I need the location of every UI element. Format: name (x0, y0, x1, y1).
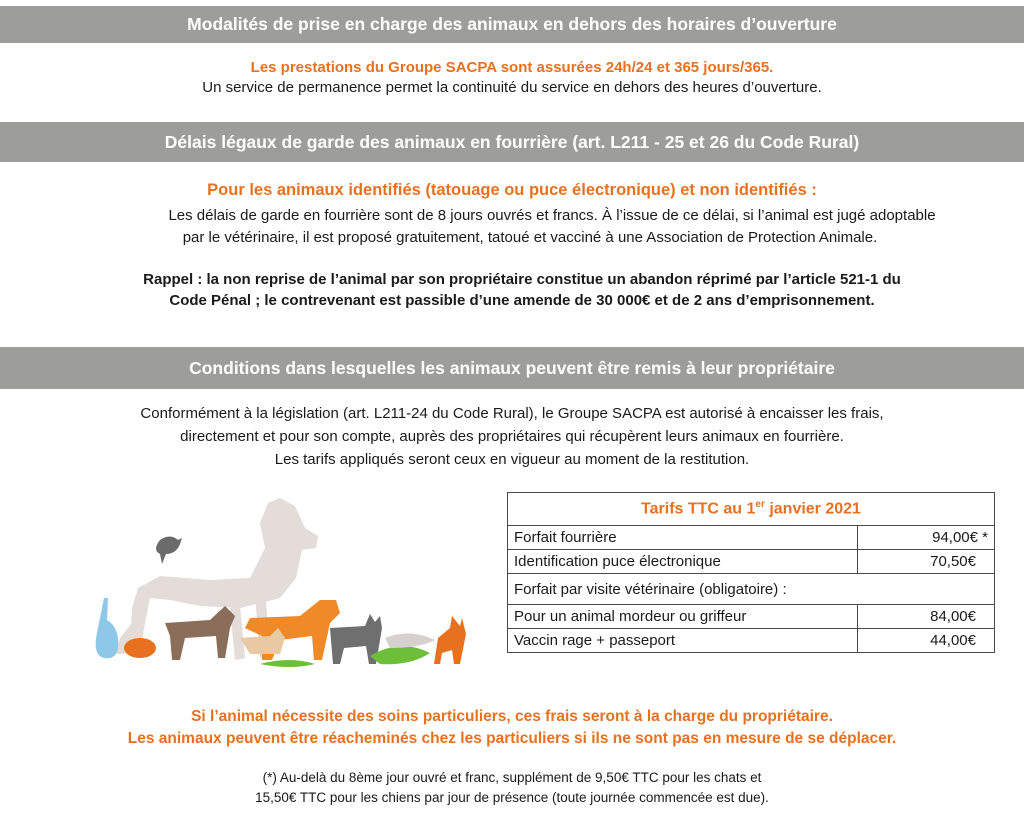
tarif-label: Identification puce électronique (508, 550, 858, 574)
tarifs-table (507, 492, 995, 653)
after-hours-text: Un service de permanence permet la continuité du service en dehors des heures d’ouverture. (202, 79, 822, 96)
section-header-after-hours (0, 6, 1024, 43)
tarif-value: 84,00€ (858, 605, 995, 629)
chihuahua-icon (434, 616, 466, 664)
tarif-label: Forfait par visite vétérinaire (obligatoire) : (508, 574, 995, 605)
ferret-icon (385, 633, 435, 648)
table-row (508, 550, 995, 574)
section-title: Modalités de prise en charge des animaux en dehors des horaires d’ouverture (187, 14, 837, 34)
delivery-note: Les animaux peuvent être réacheminés chez les particuliers si ils ne sont pas en mesure de se déplacer. (127, 730, 897, 747)
tarif-value: 44,00€ (858, 629, 995, 653)
tarif-label: Vaccin rage + passeport (508, 629, 858, 653)
iguana-icon (370, 646, 430, 664)
rabbit-icon (96, 598, 119, 658)
lizard-icon (260, 660, 315, 667)
hamster-icon (124, 638, 156, 658)
section-title: Délais légaux de garde des animaux en fourrière (art. L211 - 25 et 26 du Code Rural) (164, 132, 860, 152)
footnote-line2: 15,50€ TTC pour les chiens par jour de présence (toute journée commencée est due). (255, 790, 769, 805)
terrier-icon (165, 606, 235, 660)
section-title: Conditions dans lesquelles les animaux peuvent être remis à leur propriétaire (189, 358, 835, 378)
tarif-value: 94,00€ * (858, 526, 995, 550)
table-row (508, 605, 995, 629)
identified-animals-highlight: Pour les animaux identifiés (tatouage ou puce électronique) et non identifiés : (207, 181, 817, 199)
tarif-label: Forfait fourrière (508, 526, 858, 550)
return-text-line1: Conformément à la législation (art. L211-24 du Code Rural), le Groupe SACPA est autorisé à encaisser les frais, (140, 405, 884, 422)
table-row (508, 574, 995, 605)
return-text-line2: directement et pour son compte, auprès des propriétaires qui récupèrent leurs animaux en fourrière. (180, 428, 844, 445)
delay-text-line1: Les délais de garde en fourrière sont de 8 jours ouvrés et francs. À l’issue de ce délai, si l’animal est jugé adoptable (168, 207, 936, 224)
table-row (508, 526, 995, 550)
section-header-legal-delays (0, 122, 1024, 162)
footnote-line1: (*) Au-delà du 8ème jour ouvré et franc, supplément de 9,50€ TTC pour les chats et (262, 770, 762, 785)
tarifs-title: Tarifs TTC au 1er janvier 2021 (508, 493, 995, 526)
table-row (508, 629, 995, 653)
tarif-label: Pour un animal mordeur ou griffeur (508, 605, 858, 629)
bird-icon (156, 537, 182, 565)
rappel-line1: Rappel : la non reprise de l’animal par son propriétaire constitue un abandon réprimé par l’article 521-1 du (143, 271, 901, 288)
tarifs-header-row (508, 493, 995, 526)
animals-illustration (90, 488, 480, 678)
care-costs-note: Si l’animal nécessite des soins particuliers, ces frais seront à la charge du propriétaire. (191, 708, 833, 725)
section-header-return-conditions (0, 347, 1024, 389)
rappel-line2: Code Pénal ; le contrevenant est passible d’une amende de 30 000€ et de 2 ans d’emprisonnement. (169, 292, 875, 309)
delay-text-line2: par le vétérinaire, il est proposé gratuitement, tatoué et vacciné à une Association de Protection Animale. (182, 229, 878, 246)
tarif-value: 70,50€ (858, 550, 995, 574)
return-text-line3: Les tarifs appliqués seront ceux en vigueur au moment de la restitution. (274, 451, 750, 468)
after-hours-highlight: Les prestations du Groupe SACPA sont assurées 24h/24 et 365 jours/365. (250, 59, 774, 76)
